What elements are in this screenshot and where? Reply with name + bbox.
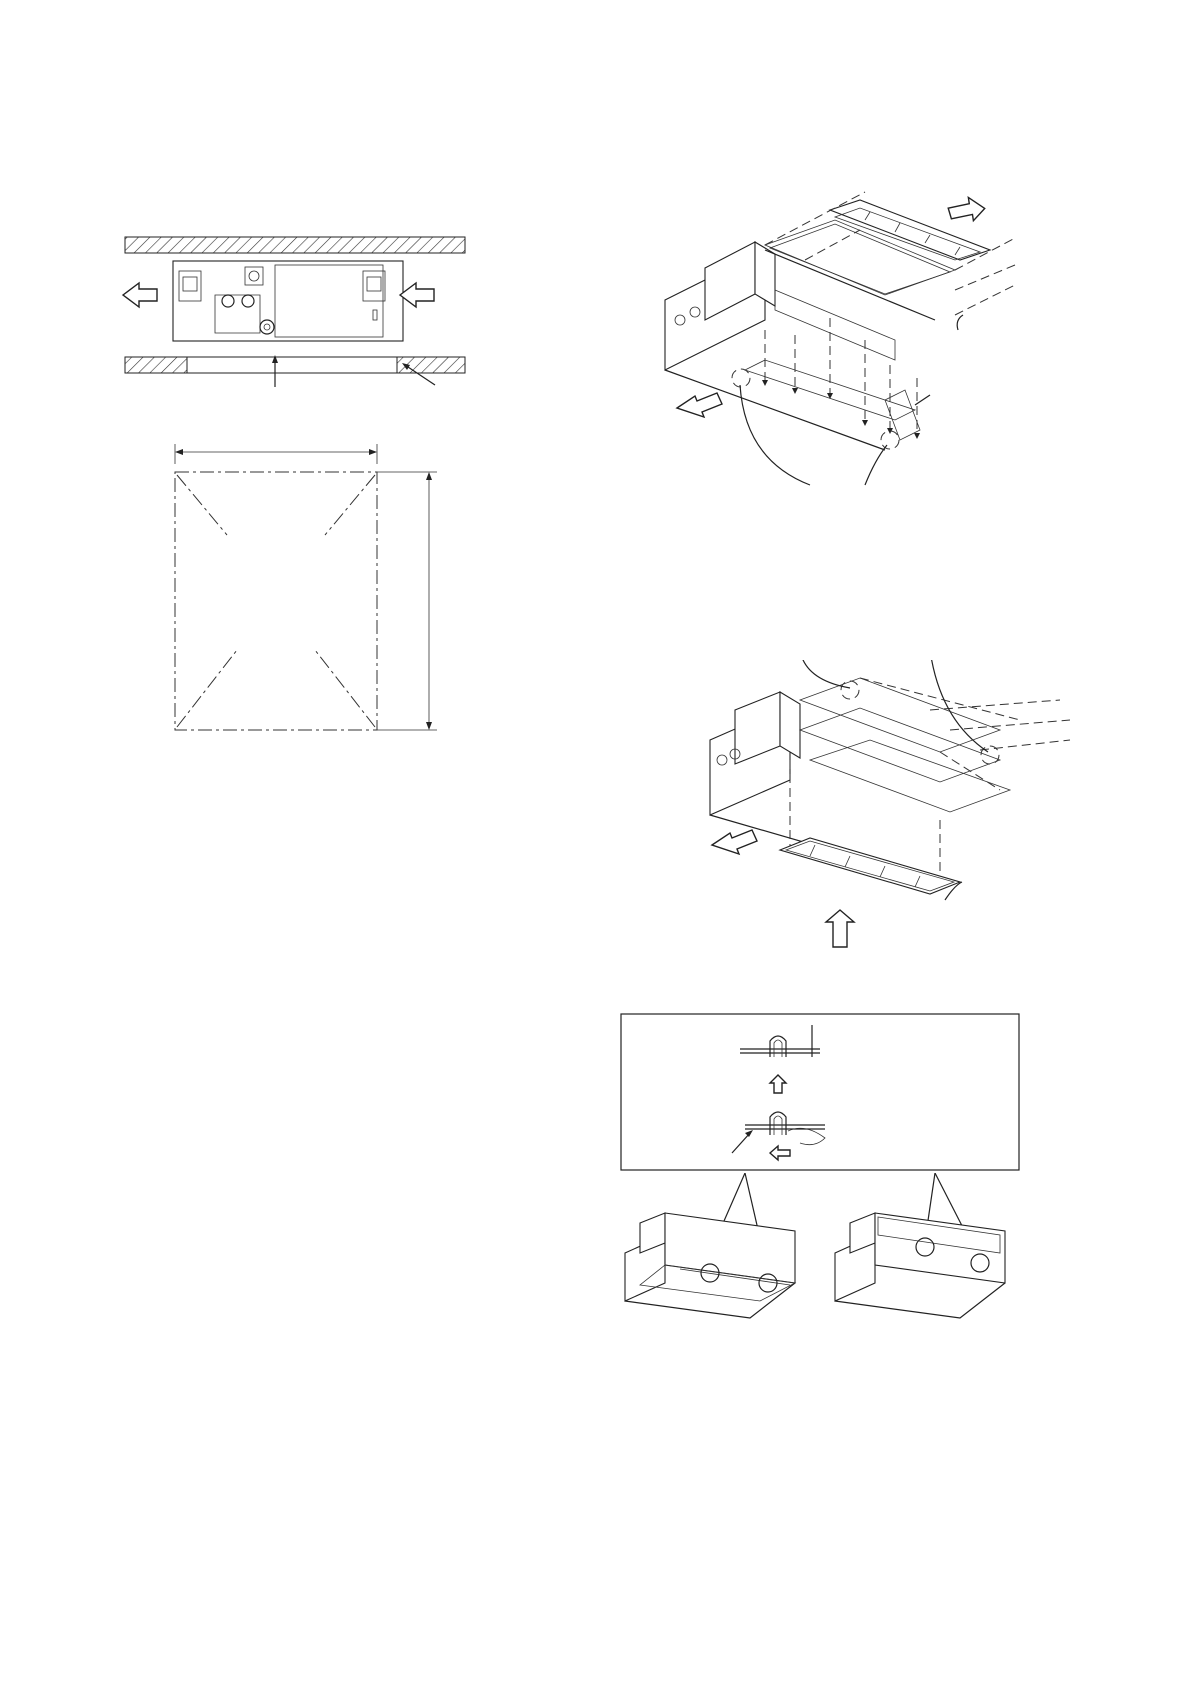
outflow-arrow-icon (677, 393, 722, 417)
bottom-wall-hatch-left (125, 357, 187, 373)
airflow-right-arrow-icon (400, 283, 434, 307)
indoor-unit-isometric-icon-right (835, 1213, 1005, 1318)
unit-rear-intake-figure (655, 190, 1105, 520)
detail-circle-left (841, 681, 859, 699)
inflow-arrow-icon (946, 194, 986, 224)
filter-clip-detail-figure (620, 1013, 1020, 1173)
indoor-unit-top-view-icon (173, 261, 403, 341)
unit-bottom-intake-figure (700, 660, 1110, 990)
outflow-arrow-icon (712, 830, 757, 854)
airflow-up-arrow-icon (826, 910, 854, 947)
vertical-arrows (762, 318, 920, 439)
indoor-unit-isometric-icon (665, 242, 935, 450)
air-filter-icon (780, 838, 960, 894)
indoor-unit-isometric-icon-left (625, 1213, 795, 1318)
unit-clip-locations-figure (620, 1173, 1030, 1323)
bottom-wall-opening (187, 357, 397, 373)
detail-box (621, 1014, 1019, 1170)
top-wall-hatch (125, 237, 465, 253)
airflow-left-arrow-icon (123, 283, 157, 307)
ceiling-opening-figure (165, 440, 475, 800)
wall-section-figure (115, 215, 475, 405)
detail-circle-left (732, 369, 750, 387)
